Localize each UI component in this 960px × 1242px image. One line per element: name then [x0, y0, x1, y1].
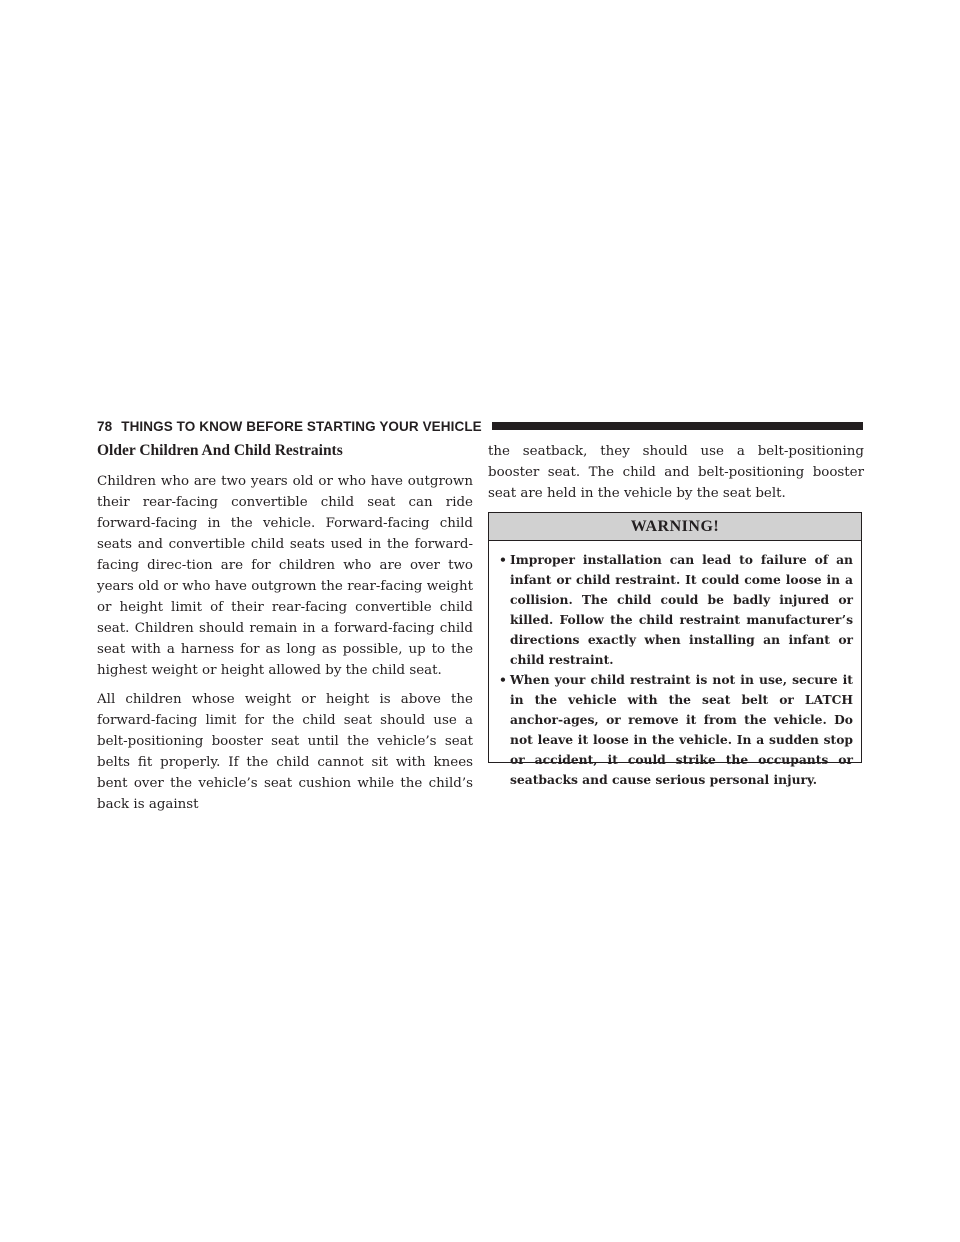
- bullet-icon: •: [499, 552, 507, 567]
- body-paragraph: All children whose weight or height is above the forward-facing limit for the child seat should use a belt-positioning booster seat until the vehicle’s seat belts fit properly. If the child cannot sit with knees bent over the vehicle’s seat cushion while the child’s back is against: [97, 692, 473, 812]
- page-header: [97, 418, 863, 434]
- warning-box: [488, 512, 862, 787]
- warning-item-text: When your child restraint is not in use, secure it in the vehicle with the seat belt or LATCH anchor-ages, or remove it from the vehicle. Do not leave it loose in the vehicle. In a sudden stop or accident, it could strike the occupants or seatbacks and cause serious personal injury.: [510, 672, 853, 787]
- warning-list: [489, 541, 861, 790]
- section-title: Older Children And Child Restraints: [97, 442, 343, 459]
- body-paragraph: Children who are two years old or who have outgrown their rear-facing convertible child seat can ride forward-facing in the vehicle. Forward-facing child seats and convertible child seats used in the forward-facing direc-tion are for children who are over two years old or who have outgrown the rear-facing weight or height limit of their rear-facing convertible child seat. Children should remain in a forward-facing child seat with a harness for as long as possible, up to the highest weight or height allowed by the child seat.: [97, 474, 473, 678]
- bullet-icon: •: [499, 672, 507, 687]
- warning-item-text: Improper installation can lead to failure of an infant or child restraint. It could come loose in a collision. The child could be badly injured or killed. Follow the child restraint manufacturer’s directions exactly when installing an infant or child restraint.: [510, 552, 853, 667]
- body-paragraph: the seatback, they should use a belt-positioning booster seat. The child and belt-positioning booster seat are held in the vehicle by the seat belt.: [488, 444, 864, 501]
- warning-item: [499, 670, 853, 790]
- warning-title: WARNING!: [489, 513, 861, 541]
- right-column: [488, 441, 864, 512]
- left-column: [97, 441, 473, 823]
- warning-item: [499, 550, 853, 670]
- running-head: THINGS TO KNOW BEFORE STARTING YOUR VEHICLE: [121, 418, 482, 434]
- header-rule: [492, 422, 863, 430]
- page-number: 78: [97, 418, 113, 434]
